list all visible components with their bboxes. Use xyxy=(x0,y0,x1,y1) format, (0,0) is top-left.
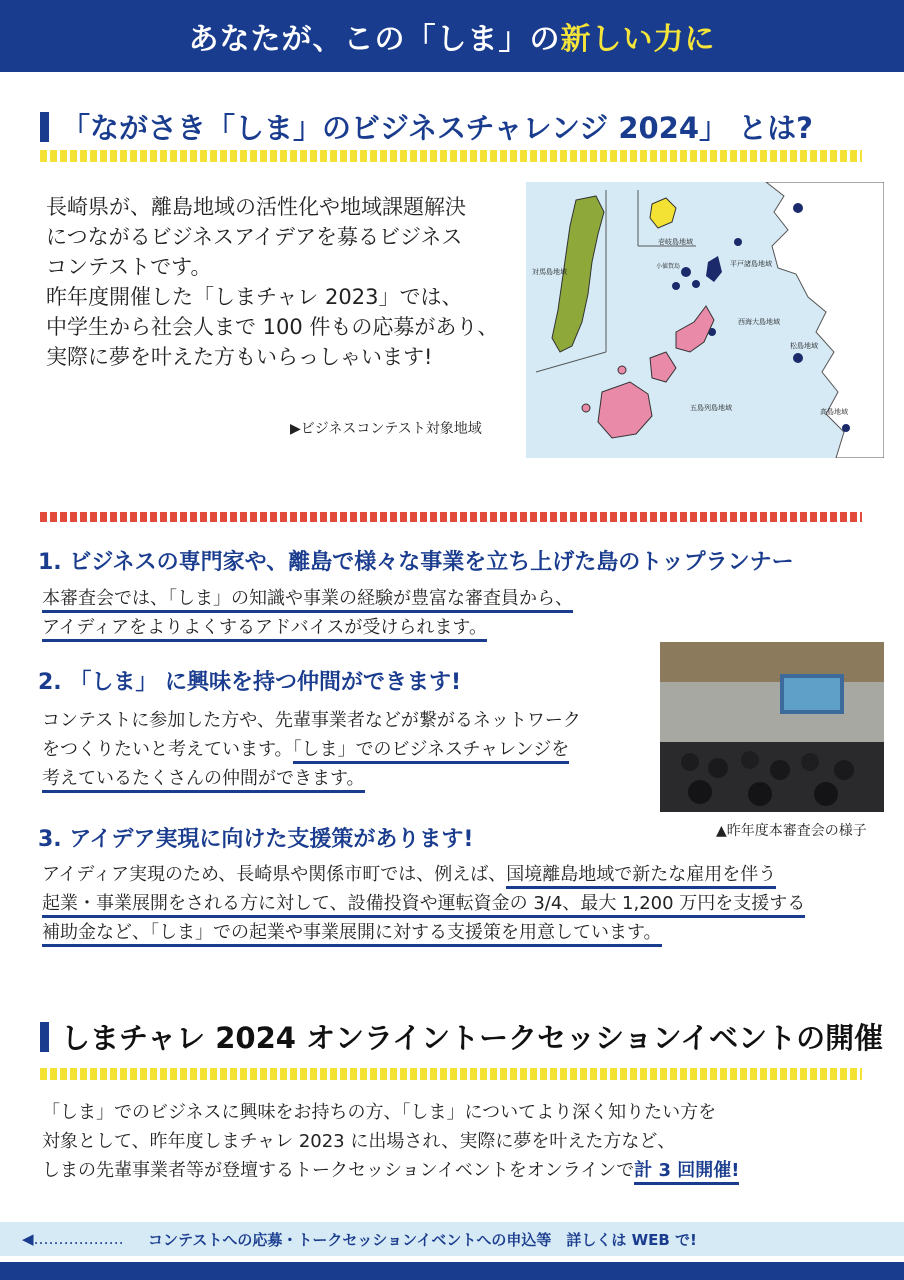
yellow-dotted-divider xyxy=(40,1068,862,1080)
point1-line: 本審査会では、「しま」の知識や事業の経験が豊富な審査員から、 xyxy=(42,588,573,613)
map-graphic xyxy=(526,182,884,458)
small-island xyxy=(793,353,803,363)
small-island xyxy=(582,404,590,412)
point2-line: をつくりたいと考えています。 xyxy=(42,739,293,760)
section1-line: 昨年度開催した「しまチャレ 2023」では、 xyxy=(46,285,463,309)
point3-line-underlined: 補助金など、「しま」での起業や事業展開に対する支援策を用意しています。 xyxy=(42,922,662,947)
photo-graphic xyxy=(660,642,884,812)
point1-body xyxy=(42,584,573,642)
hirado-island xyxy=(706,256,722,282)
section1-heading xyxy=(40,106,813,147)
section1-line: 長崎県が、離島地域の活性化や地域課題解決 xyxy=(46,195,466,219)
map-label-kamigoto: 小値賀島 xyxy=(656,263,681,270)
section1-body xyxy=(46,192,516,372)
judging-event-photo xyxy=(660,642,884,812)
goto-island xyxy=(650,352,676,382)
map-label-matsushima: 松島地域 xyxy=(790,342,818,350)
yellow-dotted-divider xyxy=(40,150,862,162)
banner-title-highlight: 新しい力に xyxy=(560,22,716,57)
map-label-goto: 五島列島地域 xyxy=(690,404,732,412)
section2-highlight: 計 3 回開催! xyxy=(634,1160,739,1185)
section2-line: しまの先輩事業者等が登壇するトークセッションイベントをオンラインで xyxy=(42,1160,635,1181)
section1-line: コンテストです。 xyxy=(46,255,212,279)
small-island xyxy=(793,203,803,213)
small-island xyxy=(681,267,691,277)
bottom-bar xyxy=(0,1262,904,1280)
point2-body xyxy=(42,706,581,793)
footer-arrow-icon: ◀‥‥‥‥‥‥‥‥‥ xyxy=(22,1230,124,1248)
footer-web-link[interactable]: コンテストへの応募・トークセッションイベントへの申込等 詳しくは WEB で! xyxy=(148,1231,697,1249)
goto-island xyxy=(676,306,714,352)
section1-line: 実際に夢を叶えた方もいらっしゃいます! xyxy=(46,345,433,369)
section2-line: 「しま」でのビジネスに興味をお持ちの方、「しま」についてより深く知りたい方を xyxy=(42,1102,717,1123)
photo-caption: ▲昨年度本審査会の様子 xyxy=(716,823,867,839)
section1-heading-text: 「ながさき「しま」のビジネスチャレンジ 2024」 とは? xyxy=(61,111,813,145)
small-island xyxy=(672,282,680,290)
heading-bar-icon xyxy=(40,112,49,142)
red-dotted-divider xyxy=(40,512,862,522)
section2-heading xyxy=(40,1016,883,1057)
point3-body xyxy=(42,860,805,947)
map-caption: ▶ビジネスコンテスト対象地域 xyxy=(290,421,482,437)
point3-line-underlined: 国境離島地域で新たな雇用を伴う xyxy=(506,864,776,889)
goto-island xyxy=(598,382,652,438)
section2-line: 対象として、昨年度しまチャレ 2023 に出場され、実際に夢を叶えた方など、 xyxy=(42,1131,676,1152)
target-area-map xyxy=(526,182,884,458)
point2-line: コンテストに参加した方や、先輩事業者などが繋がるネットワーク xyxy=(42,710,581,731)
map-label-takashima: 高島地域 xyxy=(820,408,848,416)
map-label-iki: 壱岐島地域 xyxy=(658,238,693,246)
small-island xyxy=(842,424,850,432)
banner-title xyxy=(189,14,716,58)
mainland-shape xyxy=(766,182,884,458)
point2-line-underlined: 「しま」でのビジネスチャレンジを xyxy=(293,739,570,764)
small-island xyxy=(618,366,626,374)
point3-line: アイディア実現のため、長崎県や関係市町では、例えば、 xyxy=(42,864,507,885)
top-banner xyxy=(0,0,904,72)
iki-island xyxy=(650,198,676,228)
small-island xyxy=(692,280,700,288)
section2-body xyxy=(42,1098,739,1185)
banner-title-prefix: あなたが、この「しま」の xyxy=(188,22,561,57)
point2-heading: 2. 「しま」 に興味を持つ仲間ができます! xyxy=(38,670,462,695)
point3-line-underlined: 起業・事業展開をされる方に対して、設備投資や運転資金の 3/4、最大 1,200 万円を支援する xyxy=(42,893,805,918)
point1-heading: 1. ビジネスの専門家や、離島で様々な事業を立ち上げた島のトップランナー xyxy=(38,550,794,575)
map-label-saikai: 西海大島地域 xyxy=(738,318,780,326)
section2-heading-text: しまチャレ 2024 オンライントークセッションイベントの開催 xyxy=(61,1021,884,1055)
section1-line: につながるビジネスアイデアを募るビジネス xyxy=(46,225,463,249)
point1-line: アイディアをよりよくするアドバイスが受けられます。 xyxy=(42,617,487,642)
point2-line-underlined: 考えているたくさんの仲間ができます。 xyxy=(42,768,365,793)
heading-bar-icon xyxy=(40,1022,49,1052)
footer-bar xyxy=(0,1222,904,1256)
map-label-hirado: 平戸諸島地域 xyxy=(730,260,772,268)
section1-line: 中学生から社会人まで 100 件もの応募があり、 xyxy=(46,315,499,339)
map-label-tsushima: 対馬島地域 xyxy=(532,268,567,276)
small-island xyxy=(734,238,742,246)
point3-heading: 3. アイデア実現に向けた支援策があります! xyxy=(38,827,474,852)
